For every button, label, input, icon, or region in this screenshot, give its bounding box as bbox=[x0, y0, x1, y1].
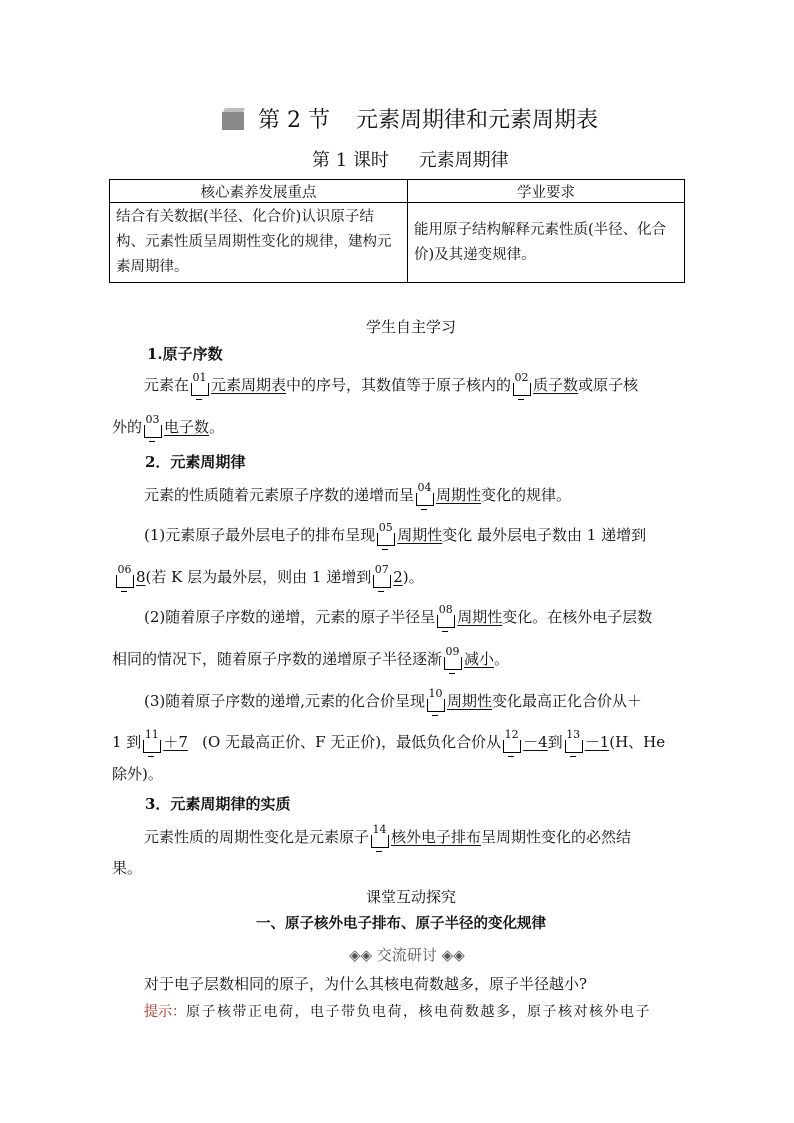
text: (H、He bbox=[609, 733, 666, 751]
text: 相同的情况下，随着原子序数的递增原子半径逐渐 bbox=[112, 650, 443, 668]
inquiry-subheading: 一、原子核外电子排布、原子半径的变化规律 bbox=[256, 916, 546, 932]
blank-box bbox=[372, 563, 391, 588]
answer: －4 bbox=[523, 733, 548, 751]
answer: 8 bbox=[136, 568, 146, 586]
answer: 周期性 bbox=[436, 486, 482, 504]
lesson-name: 元素周期律 bbox=[418, 150, 509, 171]
item2-title: 2．元素周期律 bbox=[145, 453, 246, 471]
blank-number: 04 bbox=[417, 481, 432, 494]
text: 元素的性质随着元素原子序数的递增而呈 bbox=[144, 486, 415, 504]
blank-number: 08 bbox=[438, 603, 453, 616]
discussion-banner bbox=[349, 944, 465, 965]
goals-header-core: 核心素养发展重点 bbox=[110, 180, 408, 203]
text: )。 bbox=[402, 568, 424, 586]
item3-line1 bbox=[144, 823, 632, 848]
answer: 电子数 bbox=[164, 418, 210, 436]
text: (3)随着原子序数的递增,元素的化合价呈现 bbox=[144, 692, 426, 710]
question-text: 对于电子层数相同的原子，为什么其核电荷数越多，原子半径越小? bbox=[144, 975, 588, 993]
answer: 周期性 bbox=[397, 526, 443, 544]
section-name: 元素周期律和元素周期表 bbox=[355, 108, 598, 133]
item2-p3-line1 bbox=[144, 687, 643, 712]
blank-box bbox=[436, 603, 455, 628]
item3-title: 3．元素周期律的实质 bbox=[145, 795, 291, 813]
text: 变化 最外层电子数由 1 递增到 bbox=[442, 526, 647, 544]
blank-box bbox=[142, 728, 161, 753]
blank-number: 01 bbox=[192, 371, 207, 384]
section-number: 第 2 节 bbox=[258, 108, 330, 133]
text: 中的序号，其数值等于原子核内的 bbox=[286, 376, 512, 394]
answer: 核外电子排布 bbox=[391, 828, 482, 846]
blank-number: 09 bbox=[445, 645, 460, 658]
blank-box bbox=[415, 481, 434, 506]
text: 变化。在核外电子层数 bbox=[502, 608, 653, 626]
text: 外的 bbox=[112, 418, 143, 436]
blank-number: 06 bbox=[117, 563, 132, 576]
item2-p2-line2 bbox=[112, 645, 510, 670]
blank-number: 07 bbox=[374, 563, 389, 576]
class-inquiry-heading: 课堂互动探究 bbox=[366, 888, 457, 906]
text: 元素性质的周期性变化是元素原子 bbox=[144, 828, 370, 846]
blank-number: 10 bbox=[428, 687, 443, 700]
hint-text: 原子核带正电荷，电子带负电荷，核电荷数越多，原子核对核外电子 bbox=[186, 1004, 651, 1020]
answer: ＋7 bbox=[163, 733, 188, 751]
hint-line bbox=[144, 1002, 651, 1022]
item1-line1 bbox=[144, 371, 639, 396]
answer: 2 bbox=[393, 568, 403, 586]
item2-line1 bbox=[144, 481, 572, 506]
discussion-label: 交流研讨 bbox=[376, 946, 437, 964]
answer: －1 bbox=[584, 733, 610, 751]
item2-p1-line2 bbox=[114, 563, 424, 588]
blank-box bbox=[502, 728, 521, 753]
blank-number: 02 bbox=[514, 371, 529, 384]
double-diamond-right-icon: ◈◈ bbox=[441, 946, 465, 964]
answer: 周期性 bbox=[447, 692, 493, 710]
blank-box bbox=[370, 823, 389, 848]
item2-p3-line3: 除外)。 bbox=[112, 765, 163, 783]
text: 1 到 bbox=[112, 733, 142, 751]
blank-box bbox=[512, 371, 531, 396]
double-diamond-left-icon: ◈◈ bbox=[349, 946, 373, 964]
blank-box bbox=[190, 371, 209, 396]
blank-number: 14 bbox=[372, 823, 387, 836]
item1-title: 1.原子序数 bbox=[147, 345, 223, 363]
text: (2)随着原子序数的递增，元素的原子半径呈 bbox=[144, 608, 436, 626]
hint-label: 提示： bbox=[144, 1004, 186, 1020]
text: 呈周期性变化的必然结 bbox=[481, 828, 632, 846]
answer: 元素周期表 bbox=[211, 376, 287, 394]
text: (O 无最高正价、F 无正价)，最低负化合价从 bbox=[202, 733, 502, 751]
lesson-title bbox=[312, 146, 509, 172]
text: (若 K 层为最外层，则由 1 递增到 bbox=[145, 568, 372, 586]
item2-p2-line1 bbox=[144, 603, 653, 628]
blank-box bbox=[376, 521, 395, 546]
blank-number: 05 bbox=[378, 521, 393, 534]
goals-cell-core: 结合有关数据(半径、化合价)认识原子结构、元素性质呈周期性变化的规律，建构元素周期律。 bbox=[110, 203, 408, 283]
text: 变化的规律。 bbox=[481, 486, 572, 504]
item1-line2 bbox=[112, 413, 225, 438]
text: 或原子核 bbox=[578, 376, 639, 394]
text: 。 bbox=[209, 418, 225, 436]
blank-box bbox=[564, 728, 583, 753]
text: 到 bbox=[547, 733, 563, 751]
item2-p1-line1 bbox=[144, 521, 647, 546]
blank-number: 03 bbox=[145, 413, 160, 426]
blank-box bbox=[115, 563, 134, 588]
answer: 质子数 bbox=[533, 376, 579, 394]
section-title bbox=[222, 103, 598, 134]
text: 。 bbox=[494, 650, 510, 668]
blank-box bbox=[426, 687, 445, 712]
blank-number: 13 bbox=[566, 728, 581, 741]
goals-table bbox=[109, 179, 685, 283]
blank-number: 11 bbox=[144, 728, 159, 741]
item3-line2: 果。 bbox=[112, 859, 143, 877]
goals-cell-requirement: 能用原子结构解释元素性质(半径、化合价)及其递变规律。 bbox=[408, 203, 685, 283]
item2-p3-line2 bbox=[112, 728, 666, 753]
self-study-heading: 学生自主学习 bbox=[366, 318, 457, 336]
blank-box bbox=[143, 413, 162, 438]
text: 变化最高正化合价从＋ bbox=[492, 692, 643, 710]
answer: 周期性 bbox=[457, 608, 503, 626]
book-icon bbox=[222, 108, 246, 130]
lesson-number: 第 1 课时 bbox=[312, 150, 389, 171]
blank-box bbox=[443, 645, 462, 670]
text: 元素在 bbox=[144, 376, 190, 394]
goals-header-requirement: 学业要求 bbox=[408, 180, 685, 203]
answer: 减小 bbox=[464, 650, 495, 668]
blank-number: 12 bbox=[504, 728, 519, 741]
text: (1)元素原子最外层电子的排布呈现 bbox=[144, 526, 376, 544]
